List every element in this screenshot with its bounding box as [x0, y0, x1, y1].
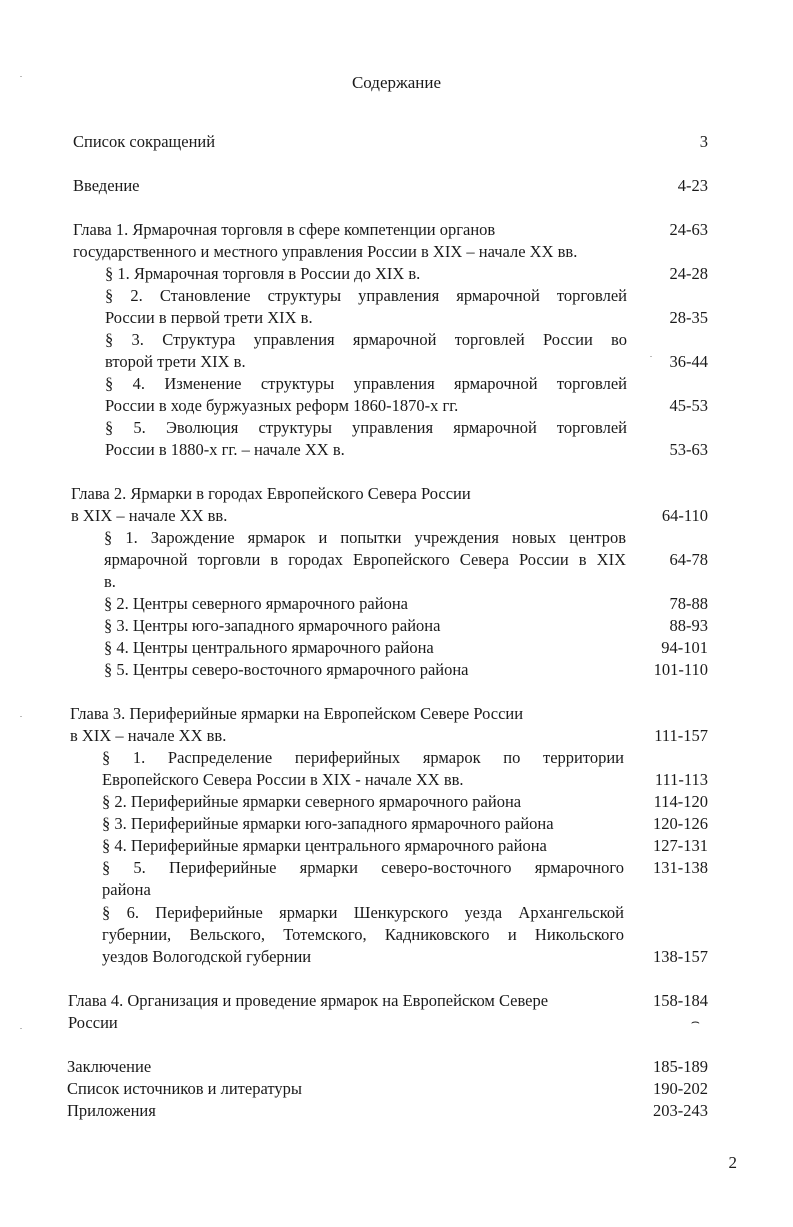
chapter-1-section-1: § 1. Ярмарочная торговля в России до XIX в.: [105, 264, 421, 283]
chapter-1-section-5-line-2: России в 1880-х гг. – начале XX в.: [105, 440, 345, 459]
chapter-3-section-3-pages: 120-126: [653, 814, 708, 833]
chapter-3-section-4: § 4. Периферийные ярмарки центрального ярмарочного района: [102, 836, 547, 855]
chapter-3-section-2: § 2. Периферийные ярмарки северного ярмарочного района: [102, 792, 522, 811]
chapter-2-section-1-line-1: § 1. Зарождение ярмарок и попытки учреждения новых центров: [104, 528, 626, 547]
chapter-3-section-5-pages: 131-138: [653, 858, 708, 877]
chapter-2-section-2-pages: 78-88: [669, 594, 708, 613]
chapter-1-section-3-line-2: второй трети XIX в.: [105, 352, 246, 371]
chapter-4-pages: 158-184: [653, 991, 708, 1010]
chapter-1-section-4-line-1: § 4. Изменение структуры управления ярмарочной торговлей: [105, 374, 627, 393]
toc-introduction-pages: 4-23: [677, 176, 708, 195]
chapter-1-section-2-line-2: России в первой трети XIX в.: [105, 308, 313, 327]
chapter-1-section-1-pages: 24-28: [669, 264, 708, 283]
toc-abbreviations-label: Список сокращений: [73, 132, 216, 151]
toc-introduction-label: Введение: [73, 176, 140, 195]
page-title: Содержание: [351, 73, 442, 92]
chapter-1-pages: 24-63: [669, 220, 708, 239]
toc-conclusion-label: Заключение: [67, 1057, 152, 1076]
scan-speck: [20, 716, 22, 717]
chapter-1-section-5-pages: 53-63: [669, 440, 708, 459]
chapter-3-section-6-line-3: уездов Вологодской губернии: [102, 947, 312, 966]
chapter-3-section-5-line-1: § 5. Периферийные ярмарки северо-восточного ярмарочного: [102, 858, 624, 877]
scan-speck: [20, 76, 22, 77]
tilde-mark: ⌢: [690, 1015, 700, 1030]
toc-sources-pages: 190-202: [653, 1079, 708, 1098]
chapter-3-section-1-line-2: Европейского Севера России в XIX - начале XX вв.: [102, 770, 464, 789]
chapter-1-title-line-2: государственного и местного управления России в XIX – начале XX вв.: [73, 242, 578, 261]
chapter-2-section-4-pages: 94-101: [661, 638, 708, 657]
chapter-1-section-4-line-2: России в ходе буржуазных реформ 1860-1870-х гг.: [105, 396, 459, 415]
chapter-3-section-1-pages: 111-113: [654, 770, 708, 789]
toc-appendices-label: Приложения: [67, 1101, 156, 1120]
chapter-2-section-4: § 4. Центры центрального ярмарочного района: [104, 638, 434, 657]
chapter-3-section-6-line-2: губернии, Вельского, Тотемского, Кадниковского и Никольского: [102, 925, 624, 944]
chapter-2-pages: 64-110: [661, 506, 708, 525]
chapter-3-title-line-2: в XIX – начале XX вв.: [70, 726, 227, 745]
chapter-3-section-3: § 3. Периферийные ярмарки юго-западного ярмарочного района: [102, 814, 554, 833]
chapter-2-section-3-pages: 88-93: [669, 616, 708, 635]
chapter-2-section-2: § 2. Центры северного ярмарочного района: [104, 594, 408, 613]
scan-speck: [650, 356, 652, 357]
chapter-1-section-5-line-1: § 5. Эволюция структуры управления ярмарочной торговлей: [105, 418, 627, 437]
chapter-3-section-6-pages: 138-157: [653, 947, 708, 966]
toc-conclusion-pages: 185-189: [653, 1057, 708, 1076]
chapter-1-section-3-line-1: § 3. Структура управления ярмарочной торговлей России во: [105, 330, 627, 349]
page-number: 2: [728, 1153, 737, 1172]
chapter-2-section-1-line-2: ярмарочной торговли в городах Европейского Севера России в XIX: [104, 550, 626, 569]
chapter-1-section-4-pages: 45-53: [669, 396, 708, 415]
chapter-3-section-4-pages: 127-131: [653, 836, 708, 855]
chapter-4-title-line-1: Глава 4. Организация и проведение ярмарок на Европейском Севере: [68, 991, 549, 1010]
chapter-2-section-3: § 3. Центры юго-западного ярмарочного района: [104, 616, 441, 635]
chapter-2-title-line-2: в XIX – начале XX вв.: [71, 506, 228, 525]
chapter-3-section-6-line-1: § 6. Периферийные ярмарки Шенкурского уезда Архангельской: [102, 903, 624, 922]
chapter-1-section-2-pages: 28-35: [669, 308, 708, 327]
toc-sources-label: Список источников и литературы: [67, 1079, 302, 1098]
toc-abbreviations-pages: 3: [699, 132, 708, 151]
chapter-2-section-5-pages: 101-110: [653, 660, 708, 679]
chapter-3-title-line-1: Глава 3. Периферийные ярмарки на Европейском Севере России: [70, 704, 524, 723]
chapter-1-section-2-line-1: § 2. Становление структуры управления ярмарочной торговлей: [105, 286, 627, 305]
chapter-3-section-5-line-2: района: [102, 880, 151, 899]
chapter-4-title-line-2: России: [68, 1013, 118, 1032]
chapter-2-section-5: § 5. Центры северо-восточного ярмарочного района: [104, 660, 469, 679]
toc-appendices-pages: 203-243: [653, 1101, 708, 1120]
chapter-2-section-1-line-3: в.: [104, 572, 116, 591]
chapter-3-section-2-pages: 114-120: [653, 792, 708, 811]
chapter-3-section-1-line-1: § 1. Распределение периферийных ярмарок по территории: [102, 748, 624, 767]
scan-speck: [20, 1028, 22, 1029]
chapter-1-section-3-pages: 36-44: [669, 352, 708, 371]
chapter-1-title-line-1: Глава 1. Ярмарочная торговля в сфере компетенции органов: [73, 220, 496, 239]
chapter-2-section-1-pages: 64-78: [669, 550, 708, 569]
chapter-3-pages: 111-157: [654, 726, 708, 745]
chapter-2-title-line-1: Глава 2. Ярмарки в городах Европейского Севера России: [71, 484, 471, 503]
